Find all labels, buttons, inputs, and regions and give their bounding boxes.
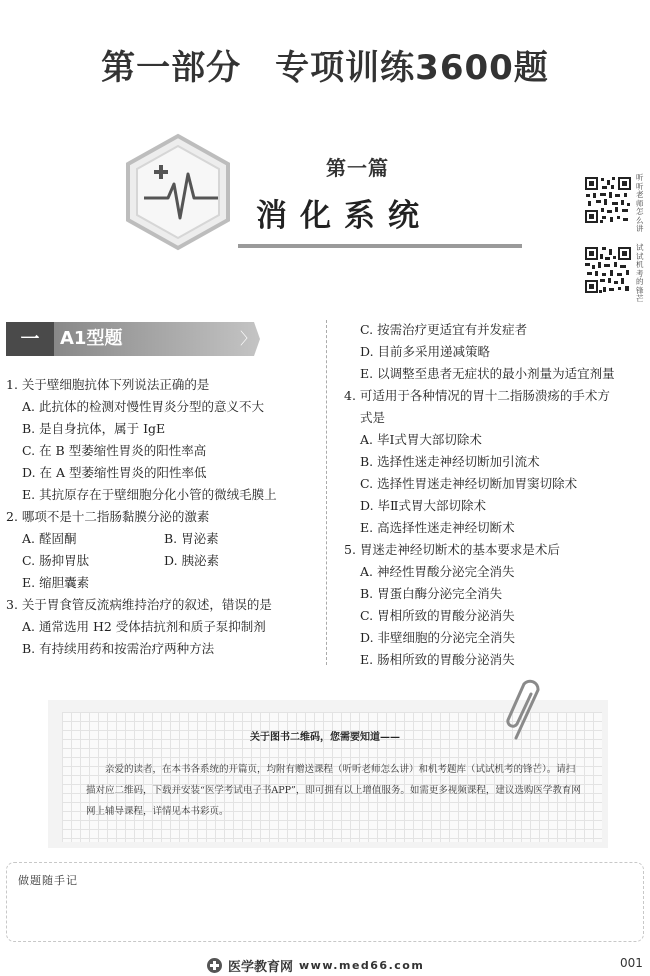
footer-brand: 医学教育网 xyxy=(228,959,294,975)
page-title xyxy=(0,40,650,89)
medical-hexagon-icon xyxy=(122,132,234,256)
notice-title: 关于图书二维码，您需要知道—— xyxy=(250,732,400,743)
section-title: 消化系统 xyxy=(256,198,432,234)
option-line: C. 胃相所致的胃酸分泌消失 xyxy=(360,608,515,623)
column-divider xyxy=(326,320,327,665)
question-line: 5. 胃迷走神经切断术的基本要求是术后 xyxy=(344,542,560,557)
question-line: 3. 关于胃食管反流病维持治疗的叙述，错误的是 xyxy=(6,597,272,612)
option-line: D. 非壁细胞的分泌完全消失 xyxy=(360,630,516,645)
option-line: D. 胰泌素 xyxy=(164,553,220,568)
option-line: A. 此抗体的检测对慢性胃炎分型的意义不大 xyxy=(22,399,264,414)
question-line-continued: 式是 xyxy=(360,410,386,425)
option-line: E. 高选择性迷走神经切断术 xyxy=(360,520,515,535)
qr-code-lecture[interactable] xyxy=(584,176,632,224)
option-line: B. 胃蛋白酶分泌完全消失 xyxy=(360,586,503,601)
section-underline xyxy=(238,244,522,248)
question-type-label: A1型题 xyxy=(60,328,123,349)
question-line: 1. 关于壁细胞抗体下列说法正确的是 xyxy=(6,377,210,392)
option-line: A. 通常选用 H2 受体拮抗剂和质子泵抑制剂 xyxy=(22,619,266,634)
option-line: E. 其抗原存在于壁细胞分化小管的微绒毛膜上 xyxy=(22,487,277,502)
option-line: D. 毕Ⅱ式胃大部切除术 xyxy=(360,498,487,513)
option-line: E. 肠相所致的胃酸分泌消失 xyxy=(360,652,515,667)
option-line: C. 在 B 型萎缩性胃炎的阳性率高 xyxy=(22,443,207,458)
question-line: 2. 哪项不是十二指肠黏膜分泌的激素 xyxy=(6,509,210,524)
option-line: E. 缩胆囊素 xyxy=(22,575,90,590)
option-line: B. 是自身抗体，属于 IgE xyxy=(22,421,166,436)
option-line: C. 选择性胃迷走神经切断加胃窦切除术 xyxy=(360,476,578,491)
qr-caption-lecture: 听听老师怎么讲 xyxy=(636,173,644,233)
page-number: 001 xyxy=(620,956,643,970)
footer-url[interactable]: www.med66.com xyxy=(299,958,425,972)
option-line: B. 胃泌素 xyxy=(164,531,219,546)
qr-caption-exam: 试试机考的锋芒 xyxy=(636,243,644,303)
brand-logo-icon xyxy=(207,958,222,973)
option-line: E. 以调整至患者无症状的最小剂量为适宜剂量 xyxy=(360,366,615,381)
qr-code-exam[interactable] xyxy=(584,246,632,294)
notice-body: 亲爱的读者，在本书各系统的开篇页，均附有赠送课程（听听老师怎么讲）和机考题库（试试机考的锋芒）。请扫描对应二维码，下载并安装“医学考试电子书APP”，即可拥有以上增值服务。如需更多视频课程，建议选购医学教育网网上辅导课程，详情见本书彩页。 xyxy=(86,764,581,817)
memo-label: 做题随手记 xyxy=(18,874,78,887)
option-line: B. 选择性迷走神经切断加引流术 xyxy=(360,454,540,469)
option-line: A. 毕Ⅰ式胃大部切除术 xyxy=(360,432,482,447)
option-line: C. 按需治疗更适宜有并发症者 xyxy=(360,322,528,337)
question-type-number: 一 xyxy=(6,322,54,356)
part-title: 专项训练3600题 xyxy=(275,48,549,88)
option-line: A. 醛固酮 xyxy=(22,531,77,546)
section-subtitle: 第一篇 xyxy=(326,156,389,180)
footer xyxy=(207,956,424,974)
option-line: C. 肠抑胃肽 xyxy=(22,553,90,568)
question-line: 4. 可适用于各种情况的胃十二指肠溃疡的手术方 xyxy=(344,388,610,403)
option-line: D. 目前多采用递减策略 xyxy=(360,344,491,359)
option-line: B. 有持续用药和按需治疗两种方法 xyxy=(22,641,215,656)
chevron-right-icon: 〉 xyxy=(240,329,257,348)
option-line: A. 神经性胃酸分泌完全消失 xyxy=(360,564,515,579)
part-label: 第一部分 xyxy=(101,48,242,88)
memo-area[interactable] xyxy=(6,862,644,942)
option-line: D. 在 A 型萎缩性胃炎的阳性率低 xyxy=(22,465,207,480)
